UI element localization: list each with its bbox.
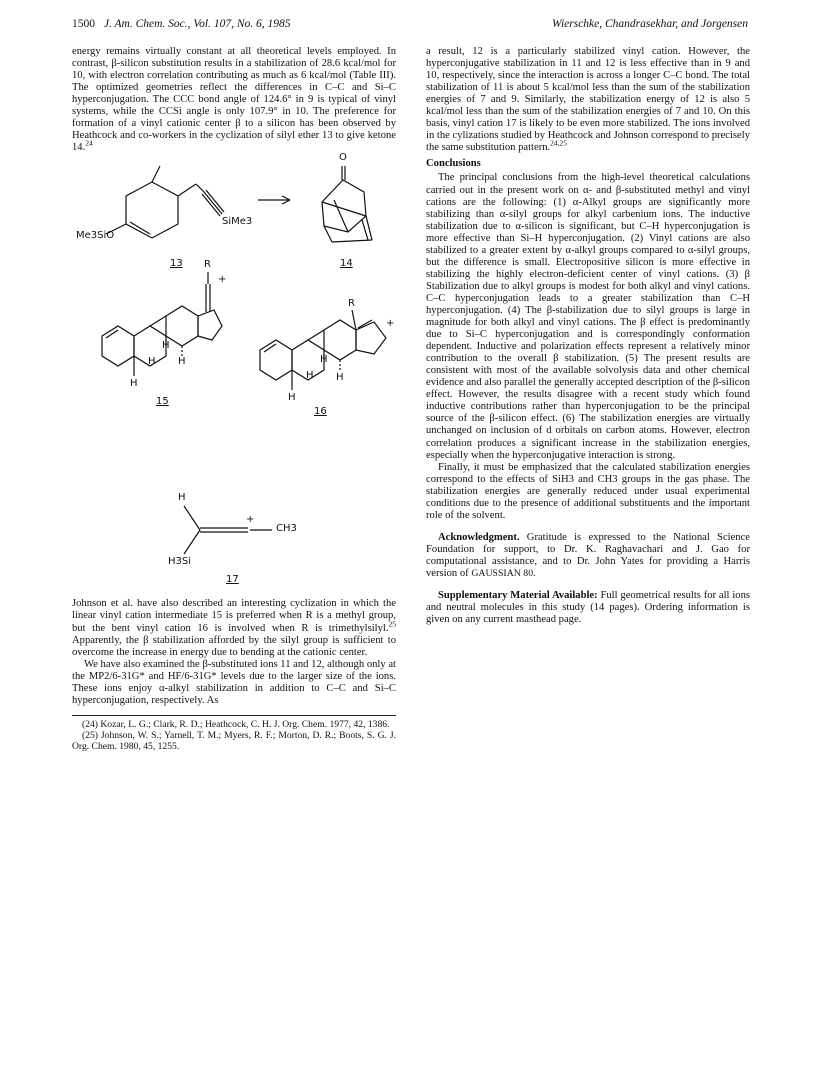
- compound-label-15: 15: [156, 396, 169, 408]
- running-authors: Wierschke, Chandrasekhar, and Jorgensen: [552, 18, 748, 30]
- label-h-16a: H: [320, 354, 328, 366]
- right-paragraph-1: a result, 12 is a particularly stabilized vinyl cation. However, the hyperconjugative stabilization in 11 and 12 is less effective than in 9 and 10, respectively, since the interaction is across a longer C–C bond. The total stabilization of 11 is about 5 kcal/mol less than the sum of the stabilization energies of 7 and 9. Similarly, the stabilization energy of 12 is also 5 kcal/mol less than the sum of the stabilization energies of 7 and 10. On this basis, vinyl cation 17 is likely to be even more stabilized. The ions involved in the cylizations studied by Heathcock and Johnson correspond to precisely the same substitution pattern.$^{24,25}$: [426, 46, 750, 154]
- page-header: [72, 18, 748, 34]
- reaction-arrow: [258, 196, 290, 204]
- left-paragraph-1: energy remains virtually constant at all theoretical levels employed. In contrast, β-silicon substitution results in a stabilization of 28.6 kcal/mol for 10, with electron correlation contributing as much as 6 kcal/mol (Table III). The optimized geometries reflect the differences in C–C and Si–C hyperconjugation. The CCC bond angle of 124.6° in 9 is typical of vinyl systems, while the CCSi angle is only 107.9° in 10. The preference for formation of a vinyl cationic center β to a silicon has been observed by Heathcock and co-workers in the cyclization of silyl ether 13 to give ketone 14.24: [72, 46, 396, 154]
- label-h-15d: H: [130, 378, 138, 390]
- ref-superscript: 24,25: [550, 138, 568, 148]
- right-column: [426, 46, 750, 626]
- label-plus-15: +: [218, 274, 227, 286]
- label-r-15: R: [204, 259, 211, 271]
- ref-superscript: 24: [85, 138, 93, 148]
- label-h-16b: H: [336, 372, 344, 384]
- label-h-15a: H: [162, 340, 170, 352]
- conclusions-heading: Conclusions: [426, 158, 481, 170]
- compound-label-16: 16: [314, 406, 327, 418]
- label-r-16: R: [348, 298, 355, 310]
- supplementary-label: Supplementary Material Available:: [438, 590, 598, 602]
- compound-label-14: 14: [340, 258, 353, 270]
- page-number: 1500: [72, 18, 95, 30]
- label-sime3: SiMe3: [222, 216, 253, 228]
- label-h3si: H3Si: [168, 556, 192, 568]
- left-column: [72, 46, 396, 752]
- footnote-references: [72, 715, 396, 752]
- label-h-16c: H: [306, 370, 314, 382]
- left-paragraph-2: Johnson et al. have also described an interesting cyclization in which the linear vinyl cation intermediate 15 is preferred when R is a methyl group, but the bent vinyl cation 16 is involved when R is trimethylsilyl.$^{25}$ Apparently, the β stabilization afforded by the silyl group is sufficient to overcome the increase in energy due to bending at the cationic center.: [72, 598, 396, 658]
- conclusions-paragraph: The principal conclusions from the high-level theoretical calculations carried out in the present work on α- and β-substituted methyl and vinyl cations are the following: (1) α-Alkyl groups are significantly more stabilizing than α-silyl groups for alkyl carbenium ions. The inductive stabilization due to α-silicon is significant, but C–H hyperconjugation is more effective than Si–H hyperconjugation. (2) Vinyl cations are also stabilized to a greater extent by α-alkyl groups compared to α-silyl groups, but the difference is small. Electropositive silicon is more effective in stabilizing the highly electron-deficient center of vinyl cations. (3) β Stabilization due to alkyl groups is modest for both alkyl and vinyl cations. C–C hyperconjugation leads to a greater stabilization than C–H hyperconjugation. (4) The β-stabilization due to silyl groups is large in magnitude for both alkyl and vinyl cations. The β effect is predominantly due to Si–C hyperconjugation and is correspondingly conformation dependent. Inductive and polarization effects represent a relatively minor contribution to the overall β stabilization. (5) The present results are consistent with most of the available solvolysis data and other chemical evidence and also parallel the generally accepted description of the β-silicon effect. However, the results disagree with a recent study which found inductive contributions rather than hyperconjugation to be the principal source of the β-silicon effect. (6) The stabilization energies are virtually unchanged on inclusion of d orbitals on carbon atoms. However, electron correlation produces a significant increase in the stabilization energies, especially when the hyperconjugative interaction is strong.: [426, 172, 750, 461]
- compound-13-structure: [106, 166, 224, 238]
- label-o: O: [339, 152, 347, 164]
- supplementary-paragraph: Supplementary Material Available: Full geometrical results for all ions and neutral molecules in this study (14 pages). Ordering information is given on any current masthead page.: [426, 590, 750, 626]
- finally-paragraph: Finally, it must be emphasized that the calculated stabilization energies correspond to the effects of SiH3 and CH3 groups in the gas phase. The stabilization energies are generally reduced under usual experimental conditions due to the presence of additional substituents and the important role of the solvent.: [426, 461, 750, 521]
- journal-citation: J. Am. Chem. Soc., Vol. 107, No. 6, 1985: [103, 18, 291, 30]
- label-h-16d: H: [288, 392, 296, 404]
- label-h-15c: H: [148, 356, 156, 368]
- compound-16-structure: [260, 310, 386, 390]
- label-ch3: CH3: [276, 523, 297, 535]
- compound-label-13: 13: [170, 258, 183, 270]
- left-paragraph-3: We have also examined the β-substituted ions 11 and 12, although only at the MP2/6-31G* and HF/6-31G* levels due to the larger size of the ions. These ions enjoy α-alkyl stabilization in addition to C–C and Si–C hyperconjugation, respectively. As: [72, 658, 396, 706]
- label-plus-16: +: [386, 318, 395, 330]
- compound-15-structure: [102, 272, 222, 376]
- label-me3sio: Me3SiO: [76, 230, 115, 242]
- ref-superscript: 25: [388, 618, 396, 628]
- acknowledgment-paragraph: Acknowledgment. Gratitude is expressed to the National Science Foundation for support, to Dr. K. Raghavachari and J. Gao for computational assistance, and to Dr. John Yates for providing a Harris version of GAUSSIAN 80.: [426, 531, 750, 579]
- chemical-scheme: [72, 152, 396, 592]
- program-name: GAUSSIAN 80.: [471, 567, 536, 579]
- reference-24: (24) Kozar, L. G.; Clark, R. D.; Heathcock, C. H. J. Org. Chem. 1977, 42, 1386.: [82, 718, 390, 730]
- label-h-15b: H: [178, 356, 186, 368]
- acknowledgment-label: Acknowledgment.: [438, 531, 520, 543]
- label-plus-17: +: [246, 514, 255, 526]
- compound-17-structure: [184, 506, 272, 554]
- compound-label-17: 17: [226, 574, 239, 586]
- label-h-17: H: [178, 492, 186, 504]
- compound-14-structure: [322, 166, 372, 242]
- reference-25: (25) Johnson, W. S.; Yarnell, T. M.; Myers, R. F.; Morton, D. R.; Boots, S. G. J. Org. Chem. 1980, 45, 1255.: [72, 729, 396, 752]
